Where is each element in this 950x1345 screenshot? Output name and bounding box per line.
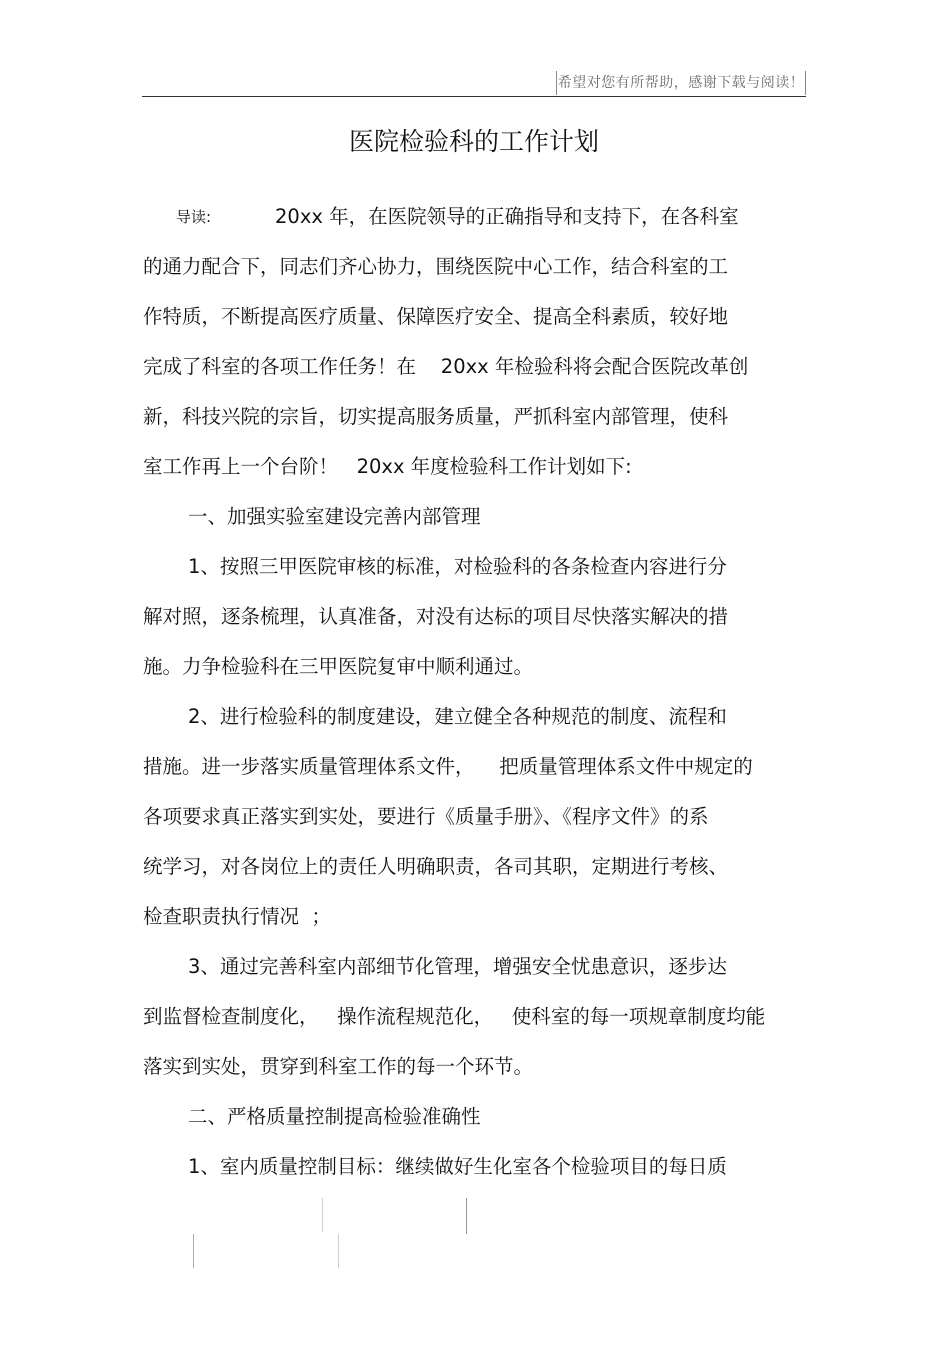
paragraph-line: 解对照，逐条梳理，认真准备，对没有达标的项目尽快落实解决的措 — [143, 605, 729, 628]
header-rule — [142, 96, 806, 97]
section-heading: 一、加强实验室建设完善内部管理 — [188, 505, 481, 528]
scan-artifact-line — [322, 1198, 323, 1232]
scan-artifact-line — [466, 1198, 467, 1234]
section-heading: 二、严格质量控制提高检验准确性 — [188, 1105, 481, 1128]
paragraph-line: 20xx 年，在医院领导的正确指导和支持下，在各科室 — [275, 205, 739, 228]
paragraph-line: 完成了科室的各项工作任务！在 20xx 年检验科将会配合医院改革创 — [143, 355, 749, 378]
paragraph-line: 检查职责执行情况 ； — [143, 905, 331, 928]
paragraph-line: 各项要求真正落实到实处，要进行《质量手册》、《程序文件》的系 — [143, 805, 709, 828]
paragraph-line: 室工作再上一个台阶！ 20xx 年度检验科工作计划如下: — [143, 455, 632, 478]
paragraph-line: 1、按照三甲医院审核的标准，对检验科的各条检查内容进行分 — [188, 555, 727, 578]
lead-label: 导读: — [176, 208, 212, 226]
header-tagline: 希望对您有所帮助，感谢下载与阅读！ — [556, 71, 806, 95]
paragraph-line: 3、通过完善科室内部细节化管理，增强安全忧患意识，逐步达 — [188, 955, 727, 978]
paragraph-line: 1、室内质量控制目标：继续做好生化室各个检验项目的每日质 — [188, 1155, 727, 1178]
paragraph-line: 作特质，不断提高医疗质量、保障医疗安全、提高全科素质，较好地 — [143, 305, 729, 328]
paragraph-line: 措施。进一步落实质量管理体系文件， 把质量管理体系文件中规定的 — [143, 755, 753, 778]
paragraph-line: 落实到实处，贯穿到科室工作的每一个环节。 — [143, 1055, 534, 1078]
paragraph-line: 到监督检查制度化， 操作流程规范化， 使科室的每一项规章制度均能 — [143, 1005, 766, 1028]
paragraph-line: 施。力争检验科在三甲医院复审中顺利通过。 — [143, 655, 534, 678]
scan-artifact-line — [338, 1234, 339, 1268]
document-title: 医院检验科的工作计划 — [348, 127, 599, 156]
paragraph-line: 统学习，对各岗位上的责任人明确职责，各司其职，定期进行考核、 — [143, 855, 729, 878]
scan-artifact-line — [193, 1234, 194, 1268]
paragraph-line: 的通力配合下，同志们齐心协力，围绕医院中心工作，结合科室的工 — [143, 255, 729, 278]
paragraph-line: 2、进行检验科的制度建设，建立健全各种规范的制度、流程和 — [188, 705, 727, 728]
paragraph-line: 新，科技兴院的宗旨，切实提高服务质量，严抓科室内部管理，使科 — [143, 405, 729, 428]
